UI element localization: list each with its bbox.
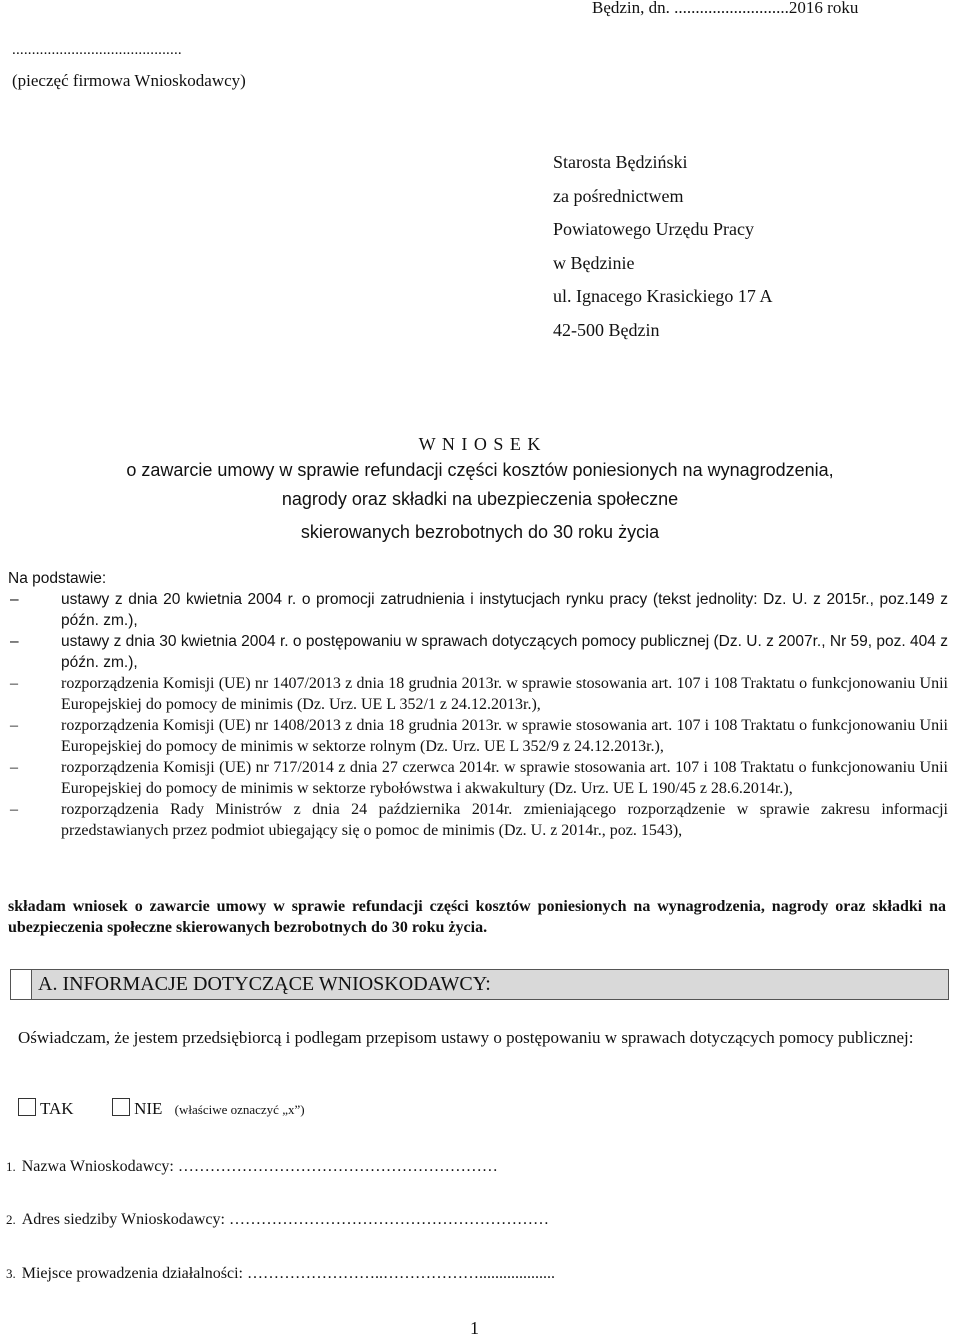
registered-address-input[interactable]: ……………………………………………………: [228, 1211, 549, 1228]
list-item: – rozporządzenia Komisji (UE) nr 1408/2013 z dnia 18 grudnia 2013r. w sprawie stosowania art. 107 i 108 Traktatu o funkcjonowaniu Unii Europejskiej do pomocy de minimis w sektorze rolnym (Dz. Urz. UE L 352/9 z 24.12.2013r.),: [10, 717, 948, 755]
addressee-line: w Będzinie: [553, 252, 635, 273]
document-subtitle-line: o zawarcie umowy w sprawie refundacji części kosztów poniesionych na wynagrodzenia,: [126, 460, 834, 480]
dash-bullet: –: [10, 801, 18, 818]
dash-bullet: –: [10, 675, 18, 692]
document-subtitle-line: skierowanych bezrobotnych do 30 roku życia: [300, 522, 660, 542]
list-item: – rozporządzenia Komisji (UE) nr 717/2014 z dnia 27 czerwca 2014r. w sprawie stosowania art. 107 i 108 Traktatu o funkcjonowaniu Unii Europejskiej do pomocy de minimis w sektorze rybołówstwa i akwakultury (Dz. Urz. UE L 190/45 z 28.6.2014r.),: [10, 759, 948, 797]
checkbox-yes[interactable]: [18, 1098, 36, 1116]
document-title-block: [0, 432, 960, 549]
addressee-line: 42-500 Będzin: [553, 319, 660, 340]
legal-basis-heading: Na podstawie:: [8, 570, 107, 587]
stamp-label: (pieczęć firmowa Wnioskodawcy): [12, 71, 246, 90]
list-item: – rozporządzenia Komisji (UE) nr 1407/2013 z dnia 18 grudnia 2013r. w sprawie stosowania art. 107 i 108 Traktatu o funkcjonowaniu Unii Europejskiej do pomocy de minimis (Dz. Urz. UE L 352/1 z 24.12.2013r.),: [10, 675, 948, 713]
business-location-input[interactable]: ……………………..………………...................: [247, 1265, 555, 1282]
field-applicant-name: 1. Nazwa Wnioskodawcy: ……………………………………………………: [6, 1158, 498, 1175]
list-item: – ustawy z dnia 30 kwietnia 2004 r. o postępowaniu w sprawach dotyczących pomocy publicznej (Dz. U. z 2007r., Nr 59, poz. 404 z późn. zm.),: [10, 633, 948, 671]
addressee-line: Powiatowego Urzędu Pracy: [553, 219, 754, 239]
entrepreneur-declaration: Oświadczam, że jestem przedsiębiorcą i podlegam przepisom ustawy o postępowaniu w sprawach dotyczących pomocy publicznej:: [18, 1028, 914, 1047]
dash-bullet: –: [10, 633, 19, 650]
section-marker-cell: [11, 970, 32, 999]
field-label: Miejsce prowadzenia działalności:: [21, 1265, 243, 1282]
field-business-location: 3. Miejsce prowadzenia działalności: ……………………..………………...................: [6, 1265, 555, 1282]
checkbox-no[interactable]: [112, 1098, 130, 1116]
section-a-title: A. INFORMACJE DOTYCZĄCE WNIOSKODAWCY:: [38, 973, 491, 995]
legal-basis-list: [8, 589, 948, 841]
dash-bullet: –: [10, 717, 18, 734]
section-a-header: [10, 969, 949, 1000]
list-item: – ustawy z dnia 20 kwietnia 2004 r. o promocji zatrudnienia i instytucjach rynku pracy (tekst jednolity: Dz. U. z 2015r., poz.149 z późn. zm.),: [10, 591, 948, 629]
field-label: Nazwa Wnioskodawcy:: [21, 1158, 174, 1175]
place-date: Będzin, dn. ...........................2016 roku: [592, 0, 859, 17]
option-note: (właściwe oznaczyć „x”): [174, 1102, 305, 1117]
stamp-dotted-line: ...........................................: [12, 42, 182, 58]
addressee-line: za pośrednictwem: [553, 185, 684, 206]
option-yes-label: TAK: [40, 1099, 74, 1118]
dash-bullet: –: [10, 591, 19, 608]
document-title: W N I O S E K: [418, 434, 542, 454]
applicant-name-input[interactable]: ……………………………………………………: [177, 1158, 498, 1175]
list-item: – rozporządzenia Rady Ministrów z dnia 24 października 2014r. zmieniającego rozporządzenie w sprawie zakresu informacji przedstawianych przez podmiot ubiegający się o pomoc de minimis (Dz. U. z 2014r., poz. 1543),: [10, 801, 948, 839]
legal-basis: [8, 568, 948, 841]
document-subtitle-line: nagrody oraz składki na ubezpieczenia społeczne: [281, 489, 679, 509]
yes-no-choice: [18, 1098, 305, 1119]
addressee-line: ul. Ignacego Krasickiego 17 A: [553, 286, 773, 306]
field-label: Adres siedziby Wnioskodawcy:: [21, 1211, 225, 1228]
field-registered-address: 2. Adres siedziby Wnioskodawcy: ……………………………………………………: [6, 1211, 549, 1228]
dash-bullet: –: [10, 759, 18, 776]
addressee-block: [553, 146, 772, 347]
page-number: 1: [470, 1318, 479, 1338]
option-no-label: NIE: [134, 1099, 163, 1118]
request-statement: składam wniosek o zawarcie umowy w sprawie refundacji części kosztów poniesionych na wynagrodzenia, nagrody oraz składki na ubezpieczenia społeczne skierowanych bezrobotnych do 30 roku życia.: [8, 898, 946, 936]
addressee-line: Starosta Będziński: [553, 152, 688, 172]
